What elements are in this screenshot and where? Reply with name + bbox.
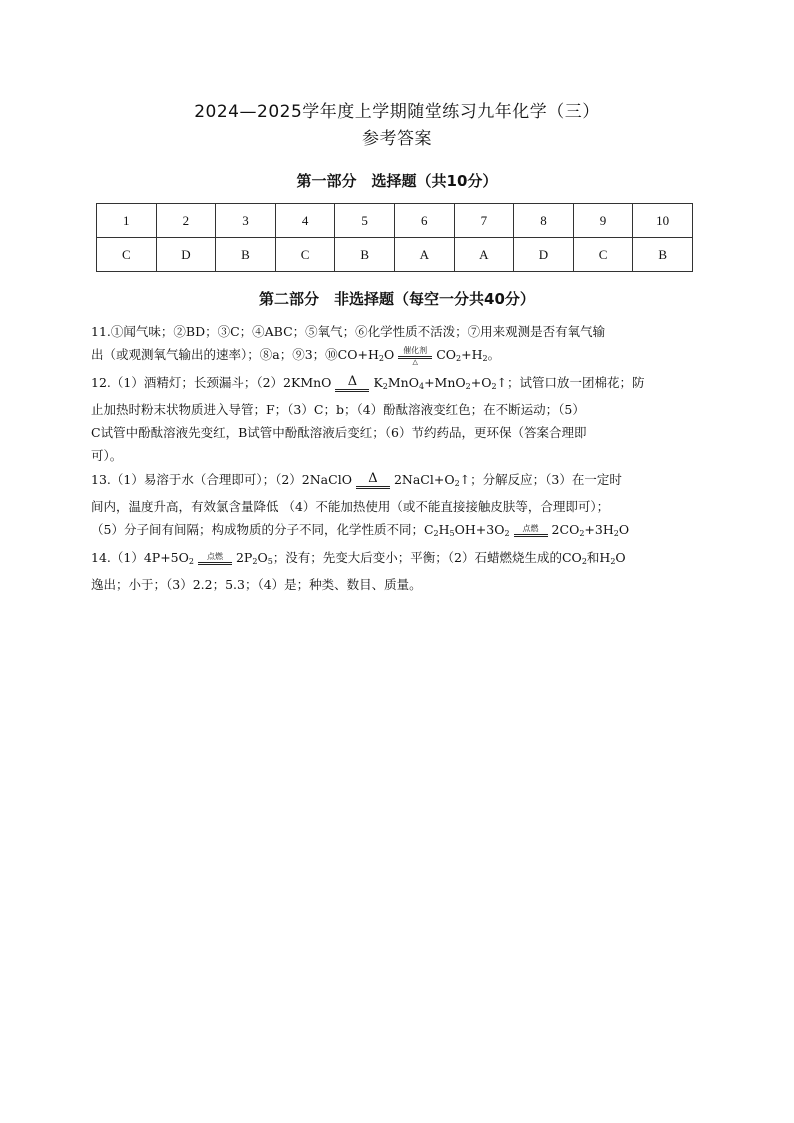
page-subtitle: 参考答案	[362, 129, 432, 149]
text-run: 2CO	[551, 522, 580, 538]
condition-bottom: △	[412, 357, 418, 366]
reaction-condition	[198, 552, 232, 565]
table-cell: 4	[275, 204, 335, 238]
q12-line-2: 止加热时粉末状物质进入导管；F；（3）C；b；（4）酚酞溶液变红色；在不断运动；（5）	[91, 401, 585, 417]
page-title: 2024—2025学年度上学期随堂练习九年化学（三）	[194, 102, 600, 122]
reaction-condition	[398, 346, 432, 366]
text-run: O	[383, 347, 395, 363]
table-cell: 3	[216, 204, 276, 238]
equals-bar	[356, 486, 390, 489]
text-run: MnO	[387, 374, 419, 390]
answer-block	[91, 320, 703, 596]
table-cell: D	[156, 238, 216, 272]
subscript: 2	[382, 381, 388, 391]
q14-line-1	[91, 546, 703, 573]
table-cell: B	[633, 238, 693, 272]
table-cell: A	[394, 238, 454, 272]
text-run: ↑；试管口放一团棉花；防	[496, 374, 645, 390]
table-cell: C	[573, 238, 633, 272]
subscript: 2	[454, 478, 460, 488]
table-cell: 1	[97, 204, 157, 238]
text-run: O	[615, 549, 626, 565]
text-run: +O	[470, 374, 492, 390]
subscript: 2	[610, 556, 616, 566]
table-cell: D	[514, 238, 574, 272]
subscript: 2	[433, 529, 439, 539]
text-run: 2P	[235, 549, 253, 565]
text-run: K	[373, 374, 383, 390]
subscript: 2	[188, 556, 194, 566]
table-cell: A	[454, 238, 514, 272]
text-run: ↑；分解反应；（3）在一定时	[459, 471, 622, 487]
answer-table	[96, 203, 693, 272]
subscript: 5	[449, 529, 455, 539]
text-run: 14.（1）4P+5O	[91, 549, 189, 565]
text-run: +H	[461, 347, 483, 363]
subscript: 2	[378, 354, 384, 364]
table-cell: 8	[514, 204, 574, 238]
q13-line-1	[91, 468, 703, 495]
subscript: 2	[581, 556, 587, 566]
subscript: 4	[418, 381, 425, 391]
text-run: CO	[436, 347, 456, 363]
part2-heading: 第二部分 非选择题（每空一分共40分）	[259, 290, 535, 308]
equals-bar	[514, 534, 548, 537]
table-cell: 2	[156, 204, 216, 238]
condition-top: Δ	[368, 470, 378, 486]
table-cell: 6	[394, 204, 454, 238]
q12-line-3: C试管中酚酞溶液先变红，B试管中酚酞溶液后变红；（6）节约药品，更环保（答案合理即	[91, 425, 587, 441]
table-cell: C	[275, 238, 335, 272]
subscript: 2	[482, 354, 488, 364]
reaction-condition	[356, 472, 390, 489]
subscript: 2	[491, 381, 497, 391]
text-run: +3H	[584, 522, 614, 538]
text-run: 。	[487, 347, 501, 363]
table-row-answers	[97, 238, 693, 272]
q13-line-3	[91, 518, 703, 545]
text-run: 2NaCl+O	[393, 471, 455, 487]
table-cell: 10	[633, 204, 693, 238]
equals-bar	[335, 389, 369, 392]
table-cell: B	[335, 238, 395, 272]
condition-top: 点燃	[522, 524, 539, 534]
text-run: 和H	[586, 549, 611, 565]
q14-line-2: 逸出；小于；（3）2.2；5.3；（4）是；种类、数目、质量。	[91, 576, 422, 592]
reaction-condition	[335, 375, 369, 392]
subscript: 2	[252, 556, 258, 566]
text-run: H	[438, 522, 450, 538]
part1-heading: 第一部分 选择题（共10分）	[296, 172, 498, 190]
table-cell: 9	[573, 204, 633, 238]
table-cell: 5	[335, 204, 395, 238]
q12-line-4: 可）。	[91, 448, 123, 464]
table-cell: C	[97, 238, 157, 272]
subscript: 2	[613, 529, 619, 539]
text-run: O	[618, 522, 630, 538]
text-run: 出（或观测氧气输出的速率）；⑧a；⑨3；⑩CO+H	[91, 347, 379, 363]
condition-top: Δ	[347, 373, 358, 389]
table-cell: 7	[454, 204, 514, 238]
q13-line-2: 间内，温度升高，有效氯含量降低 （4）不能加热使用（或不能直接接触皮肤等，合理即可）；	[91, 499, 610, 515]
text-run: 12.（1）酒精灯；长颈漏斗；（2）2KMnO	[91, 374, 332, 390]
q12-line-1	[91, 371, 703, 398]
subscript: 2	[579, 529, 585, 539]
reaction-condition	[514, 524, 548, 537]
text-run: （5）分子间有间隔；构成物质的分子不同，化学性质不同；C	[91, 522, 434, 538]
condition-top: 催化剂	[403, 345, 428, 355]
condition-top: 点燃	[206, 551, 223, 561]
text-run: ；没有；先变大后变小；平衡；（2）石蜡燃烧生成的CO	[272, 549, 582, 565]
subscript: 2	[504, 529, 510, 539]
table-row-numbers	[97, 204, 693, 238]
table-cell: B	[216, 238, 276, 272]
text-run: 13.（1）易溶于水（合理即可）；（2）2NaClO	[91, 471, 352, 487]
equals-bar	[198, 562, 232, 565]
text-run: +MnO	[424, 374, 466, 390]
q11-line-2	[91, 343, 703, 370]
q11-line-1: 11.①闻气味；②BD；③C；④ABC；⑤氧气；⑥化学性质不活泼；⑦用来观测是否有氧气输	[91, 324, 606, 339]
subscript: 2	[456, 354, 462, 364]
subscript: 2	[465, 381, 471, 391]
text-run: OH+3O	[454, 522, 505, 538]
subscript: 5	[267, 556, 273, 566]
text-run: O	[257, 549, 268, 565]
